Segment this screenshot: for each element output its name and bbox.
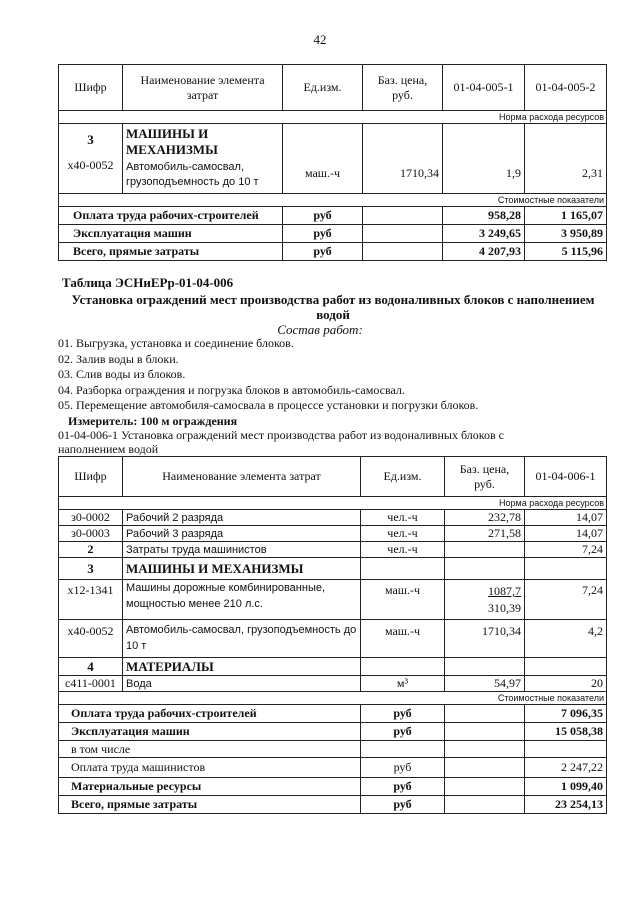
row-price: 54,97 <box>445 676 525 692</box>
total-row <box>59 778 607 796</box>
total-v1: 4 207,93 <box>443 243 525 261</box>
total-name: Всего, прямые затраты <box>59 796 361 814</box>
total-unit: руб <box>361 758 445 778</box>
total-name: Эксплуатация машин <box>59 225 283 243</box>
row-unit: м³ <box>361 676 445 692</box>
total-value: 15 058,38 <box>525 723 607 741</box>
row-price: 1710,34 <box>363 124 443 194</box>
header-name: Наименование элемента затрат <box>123 65 283 111</box>
total-unit: руб <box>283 243 363 261</box>
row-price <box>445 542 525 558</box>
table-row <box>59 676 607 692</box>
row-code: х40-0052 <box>59 620 123 658</box>
total-empty <box>363 243 443 261</box>
section-number: 4 <box>59 658 123 676</box>
section-title: МАШИНЫ И МЕХАНИЗМЫ <box>123 558 361 580</box>
total-name: Материальные ресурсы <box>59 778 361 796</box>
table-header-row <box>59 457 607 497</box>
empty-cell <box>445 723 525 741</box>
resource-table-006 <box>58 456 607 814</box>
section-title: МАТЕРИАЛЫ <box>123 658 361 676</box>
row-unit: чел.-ч <box>361 510 445 526</box>
section-row <box>59 658 607 676</box>
header-price: Баз. цена, руб. <box>363 65 443 111</box>
total-value <box>525 741 607 758</box>
work-step: 03. Слив воды из блоков. <box>58 367 186 381</box>
row-v2: 2,31 <box>525 124 607 194</box>
row-price: 232,78 <box>445 510 525 526</box>
table-row <box>59 580 607 620</box>
total-unit: руб <box>361 796 445 814</box>
row-price: 271,58 <box>445 526 525 542</box>
total-v2: 1 165,07 <box>525 207 607 225</box>
header-code: Шифр <box>59 65 123 111</box>
row-unit: маш.-ч <box>283 124 363 194</box>
total-row <box>59 225 607 243</box>
header-col1: 01-04-005-1 <box>443 65 525 111</box>
empty-cell <box>445 558 525 580</box>
total-value: 2 247,22 <box>525 758 607 778</box>
total-unit <box>361 741 445 758</box>
row-value: 4,2 <box>525 620 607 658</box>
price-line-1: 1087,7 <box>488 584 521 598</box>
total-row <box>59 758 607 778</box>
row-value: 14,07 <box>525 510 607 526</box>
empty-cell <box>445 705 525 723</box>
cost-label: Стоимостные показатели <box>59 692 607 705</box>
total-row <box>59 243 607 261</box>
empty-cell <box>445 758 525 778</box>
empty-cell <box>361 658 445 676</box>
header-price: Баз. цена, руб. <box>445 457 525 497</box>
total-value: 7 096,35 <box>525 705 607 723</box>
row-name: Рабочий 2 разряда <box>123 510 361 526</box>
row-price <box>445 580 525 620</box>
total-unit: руб <box>361 723 445 741</box>
total-row <box>59 207 607 225</box>
total-v1: 958,28 <box>443 207 525 225</box>
total-v2: 3 950,89 <box>525 225 607 243</box>
section-title: Таблица ЭСНиЕРр-01-04-006 <box>62 275 234 290</box>
header-col1: 01-04-006-1 <box>525 457 607 497</box>
total-value: 23 254,13 <box>525 796 607 814</box>
row-code: з0-0003 <box>59 526 123 542</box>
empty-cell <box>361 558 445 580</box>
work-step: 04. Разборка ограждения и погрузка блоков в автомобиль-самосвал. <box>58 382 405 397</box>
row-code: х12-1341 <box>59 580 123 620</box>
measure-label: Измеритель: 100 м ограждения <box>68 414 238 428</box>
header-unit: Ед.изм. <box>283 65 363 111</box>
total-unit: руб <box>283 225 363 243</box>
total-v1: 3 249,65 <box>443 225 525 243</box>
total-name: в том числе <box>59 741 361 758</box>
section-number: 3 <box>87 132 94 147</box>
section-heading: Установка ограждений мест производства работ из водоналивных блоков с наполнением водой <box>71 292 595 322</box>
total-name: Оплата труда рабочих-строителей <box>59 705 361 723</box>
norm-label: Норма расхода ресурсов <box>59 111 607 124</box>
row-code: з0-0002 <box>59 510 123 526</box>
header-unit: Ед.изм. <box>361 457 445 497</box>
row-value: 14,07 <box>525 526 607 542</box>
row-name: Вода <box>123 676 361 692</box>
row-code: с411-0001 <box>59 676 123 692</box>
header-col2: 01-04-005-2 <box>525 65 607 111</box>
norm-label: Норма расхода ресурсов <box>59 497 607 510</box>
table-row <box>59 542 607 558</box>
row-name: Автомобиль-самосвал, грузоподъемность до 10 т <box>126 161 259 188</box>
work-step: 05. Перемещение автомобиля-самосвала в процессе установки и погрузки блоков. <box>58 398 479 412</box>
total-row <box>59 723 607 741</box>
row-name: Автомобиль-самосвал, грузоподъемность до 10 т <box>123 620 361 658</box>
row-name: Затраты труда машинистов <box>123 542 361 558</box>
section-row <box>59 558 607 580</box>
total-unit: руб <box>283 207 363 225</box>
total-row <box>59 796 607 814</box>
row-name: Рабочий 3 разряда <box>123 526 361 542</box>
work-steps <box>58 336 606 414</box>
header-code: Шифр <box>59 457 123 497</box>
row-value: 7,24 <box>525 580 607 620</box>
empty-cell <box>445 658 525 676</box>
table-row <box>59 620 607 658</box>
row-unit: чел.-ч <box>361 526 445 542</box>
total-name: Всего, прямые затраты <box>59 243 283 261</box>
row-v1: 1,9 <box>443 124 525 194</box>
table-header-row <box>59 65 607 111</box>
row-price: 1710,34 <box>445 620 525 658</box>
cost-label: Стоимостные показатели <box>59 194 607 207</box>
section-number: 3 <box>59 558 123 580</box>
section-title: МАШИНЫ И МЕХАНИЗМЫ <box>126 126 218 157</box>
row-value: 20 <box>525 676 607 692</box>
total-value: 1 099,40 <box>525 778 607 796</box>
total-name: Эксплуатация машин <box>59 723 361 741</box>
total-name: Оплата труда рабочих-строителей <box>59 207 283 225</box>
work-step: 02. Залив воды в блоки. <box>58 351 179 366</box>
total-v2: 5 115,96 <box>525 243 607 261</box>
page-number: 42 <box>313 32 327 47</box>
row-name: Машины дорожные комбинированные, мощностью менее 210 л.с. <box>123 580 361 620</box>
row-unit: маш.-ч <box>361 580 445 620</box>
empty-cell <box>445 796 525 814</box>
rate-description: 01-04-006-1 Установка ограждений мест производства работ из водоналивных блоков с наполнением водой <box>58 428 504 456</box>
row-value: 7,24 <box>525 542 607 558</box>
row-code: х40-0052 <box>67 158 114 172</box>
total-row <box>59 741 607 758</box>
price-line-2: 310,39 <box>488 601 521 615</box>
row-unit: чел.-ч <box>361 542 445 558</box>
empty-cell <box>445 778 525 796</box>
total-unit: руб <box>361 705 445 723</box>
work-step: 01. Выгрузка, установка и соединение блоков. <box>58 336 294 350</box>
empty-cell <box>445 741 525 758</box>
resource-table-005 <box>58 64 607 261</box>
table-row <box>59 124 607 194</box>
total-name: Оплата труда машинистов <box>59 758 361 778</box>
composition-label: Состав работ: <box>277 322 363 337</box>
total-unit: руб <box>361 778 445 796</box>
header-name: Наименование элемента затрат <box>123 457 361 497</box>
section-cell <box>59 124 123 194</box>
empty-cell <box>525 558 607 580</box>
total-empty <box>363 207 443 225</box>
row-code: 2 <box>59 542 123 558</box>
empty-cell <box>525 658 607 676</box>
table-row <box>59 510 607 526</box>
section-name-cell <box>123 124 283 194</box>
row-unit: маш.-ч <box>361 620 445 658</box>
table-row <box>59 526 607 542</box>
total-empty <box>363 225 443 243</box>
total-row <box>59 705 607 723</box>
